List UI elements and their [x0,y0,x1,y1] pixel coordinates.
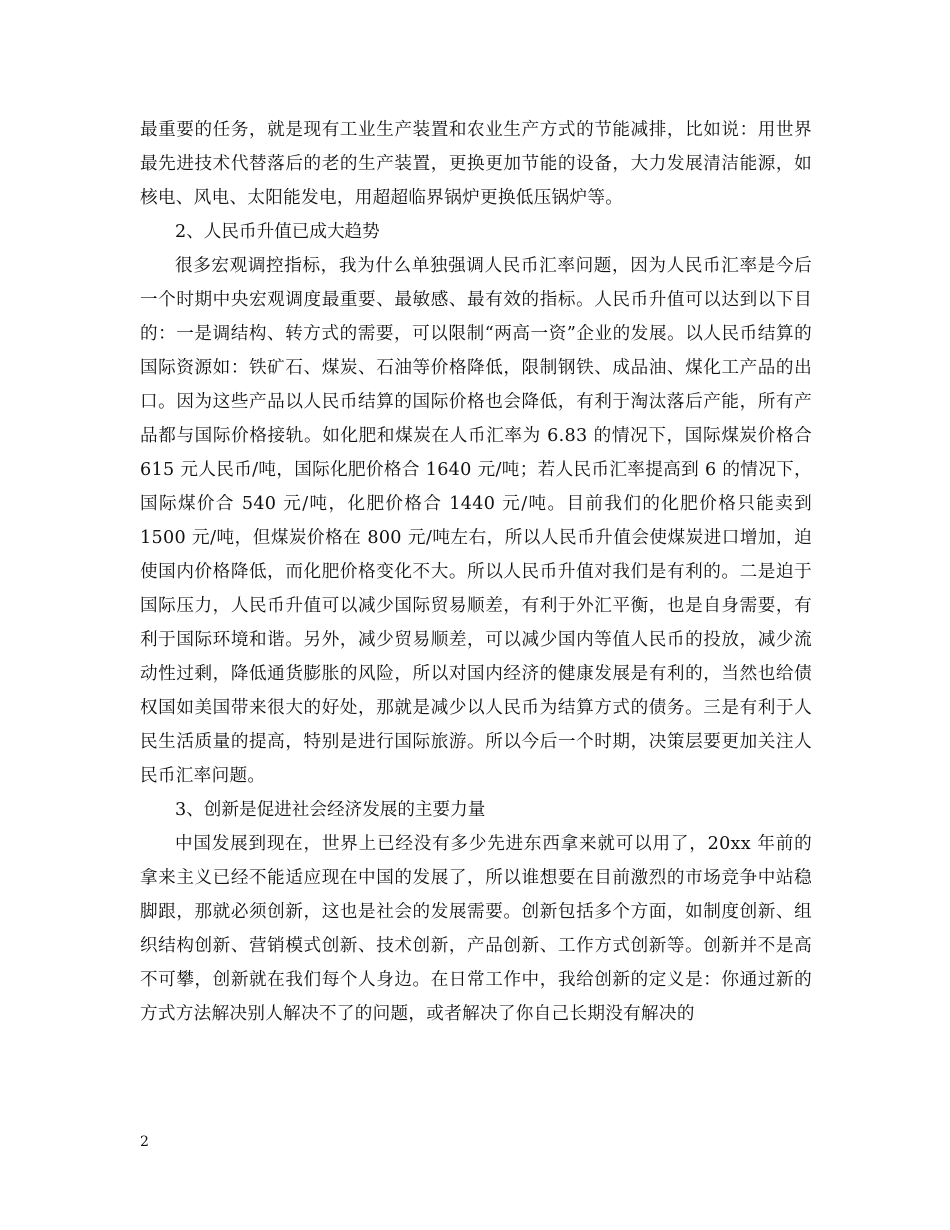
paragraph-continued: 最重要的任务，就是现有工业生产装置和农业生产方式的节能减排，比如说：用世界最先进技术代替落后的老的生产装置，更换更加节能的设备，大力发展清洁能源，如核电、风电、太阳能发电，用超超临界锅炉更换低压锅炉等。 [140,120,812,208]
section-heading-3: 3、创新是促进社会经济发展的主要力量 [175,800,486,820]
paragraph-rmb-appreciation: 很多宏观调控指标，我为什么单独强调人民币汇率问题，因为人民币汇率是今后一个时期中央宏观调度最重要、最敏感、最有效的指标。人民币升值可以达到以下目的：一是调结构、转方式的需要，可以限制“两高一资”企业的发展。以人民币结算的国际资源如：铁矿石、煤炭、石油等价格降低，限制钢铁、成品油、煤化工产品的出口。因为这些产品以人民币结算的国际价格也会降低，有利于淘汰落后产能，所有产品都与国际价格接轨。如化肥和煤炭在人币汇率为 6.83 的情况下，国际煤炭价格合 615 元人民币/吨，国际化肥价格合 1640 元/吨；若人民币汇率提高到 6 的情况下，国际煤价合 540 元/吨，化肥价格合 1440 元/吨。目前我们的化肥价格只能卖到 1500 元/吨，但煤炭价格在 800 元/吨左右，所以人民币升值会使煤炭进口增加，迫使国内价格降低，而化肥价格变化不大。所以人民币升值对我们是有利的。二是迫于国际压力，人民币升值可以减少国际贸易顺差，有利于外汇平衡，也是自身需要，有利于国际环境和谐。另外，减少贸易顺差，可以减少国内等值人民币的投放，减少流动性过剩，降低通货膨胀的风险，所以对国内经济的健康发展是有利的，当然也给债权国如美国带来很大的好处，那就是减少以人民币为结算方式的债务。三是有利于人民生活质量的提高，特别是进行国际旅游。所以今后一个时期，决策层要更加关注人民币汇率问题。 [140,256,812,786]
document-body [140,113,812,1031]
page-number: 2 [140,1134,149,1150]
paragraph-innovation: 中国发展到现在，世界上已经没有多少先进东西拿来就可以用了，20xx 年前的拿来主义已经不能适应现在中国的发展了，所以谁想要在目前激烈的市场竞争中站稳脚跟，那就必须创新，这也是社会的发展需要。创新包括多个方面，如制度创新、组织结构创新、营销模式创新、技术创新，产品创新、工作方式创新等。创新并不是高不可攀，创新就在我们每个人身边。在日常工作中，我给创新的定义是：你通过新的方式方法解决别人解决不了的问题，或者解决了你自己长期没有解决的 [140,834,812,1024]
section-heading-2: 2、人民币升值已成大趋势 [175,222,380,242]
